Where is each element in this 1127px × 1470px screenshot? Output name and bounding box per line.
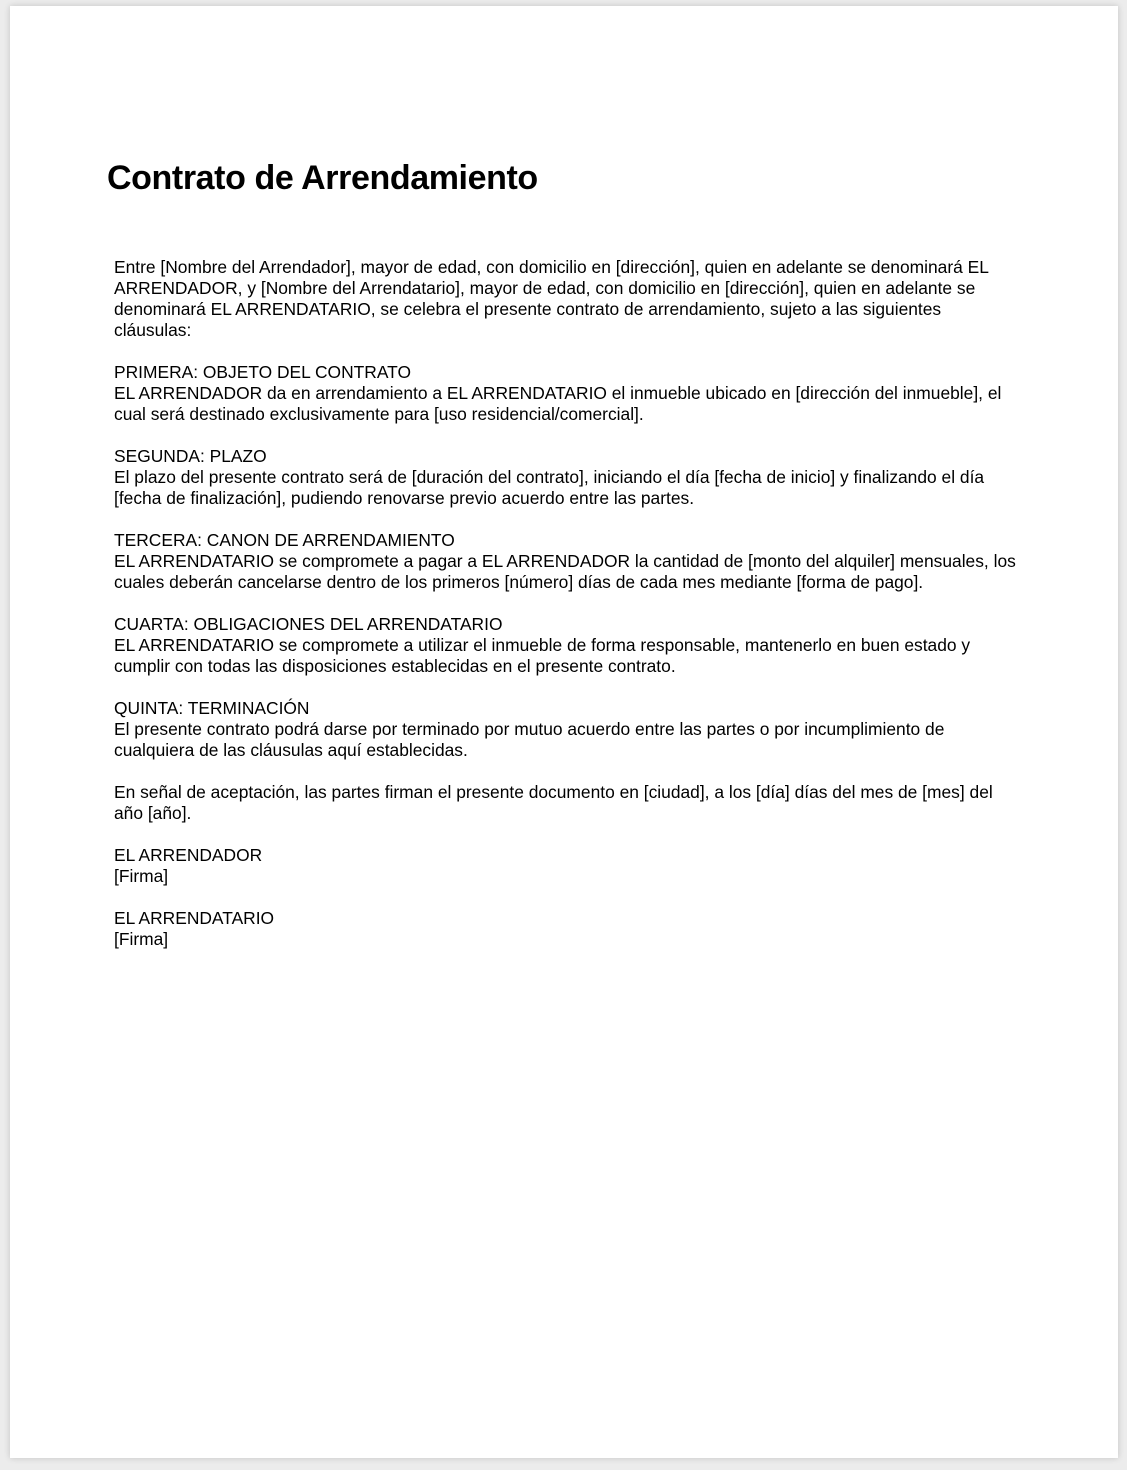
document-page [10,6,1118,1458]
clause-text: EL ARRENDADOR da en arrendamiento a EL ARRENDATARIO el inmueble ubicado en [dirección del inmueble], el cual será destinado exclusivamente para [uso residencial/comercial]. [114,383,1002,424]
signature-party: EL ARRENDATARIO [114,908,275,928]
clause-heading: QUINTA: TERMINACIÓN [114,698,310,718]
clause-heading: SEGUNDA: PLAZO [114,446,267,466]
document-title: Contrato de Arrendamiento [107,159,538,197]
signature-block-arrendador [114,845,1018,887]
document-body [114,257,1018,971]
clause-text: El presente contrato podrá darse por terminado por mutuo acuerdo entre las partes o por incumplimiento de cualquiera de las cláusulas aquí establecidas. [114,719,945,760]
signature-placeholder: [Firma] [114,866,169,886]
signature-party: EL ARRENDADOR [114,845,263,865]
clause-text: El plazo del presente contrato será de [duración del contrato], iniciando el día [fecha de inicio] y finalizando el día [fecha de finalización], pudiendo renovarse previo acuerdo entre las partes. [114,467,985,508]
clause-heading: TERCERA: CANON DE ARRENDAMIENTO [114,530,455,550]
signature-block-arrendatario [114,908,1018,950]
clause-heading: PRIMERA: OBJETO DEL CONTRATO [114,362,411,382]
intro-paragraph: Entre [Nombre del Arrendador], mayor de edad, con domicilio en [dirección], quien en adelante se denominará EL ARRENDADOR, y [Nombre del Arrendatario], mayor de edad, con domicilio en [dirección], quien en adelante se denominará EL ARRENDATARIO, se celebra el presente contrato de arrendamiento, sujeto a las siguientes cláusulas: [114,257,989,340]
clause-primera [114,362,1018,425]
signature-placeholder: [Firma] [114,929,169,949]
clause-cuarta [114,614,1018,677]
clause-quinta [114,698,1018,761]
clause-text: EL ARRENDATARIO se compromete a utilizar el inmueble de forma responsable, mantenerlo en buen estado y cumplir con todas las disposiciones establecidas en el presente contrato. [114,635,971,676]
closing-paragraph: En señal de aceptación, las partes firman el presente documento en [ciudad], a los [día] días del mes de [mes] del año [año]. [114,782,993,823]
clause-segunda [114,446,1018,509]
clause-text: EL ARRENDATARIO se compromete a pagar a EL ARRENDADOR la cantidad de [monto del alquiler] mensuales, los cuales deberán cancelarse dentro de los primeros [número] días de cada mes mediante [forma de pago]. [114,551,1016,592]
clause-heading: CUARTA: OBLIGACIONES DEL ARRENDATARIO [114,614,503,634]
clause-tercera [114,530,1018,593]
